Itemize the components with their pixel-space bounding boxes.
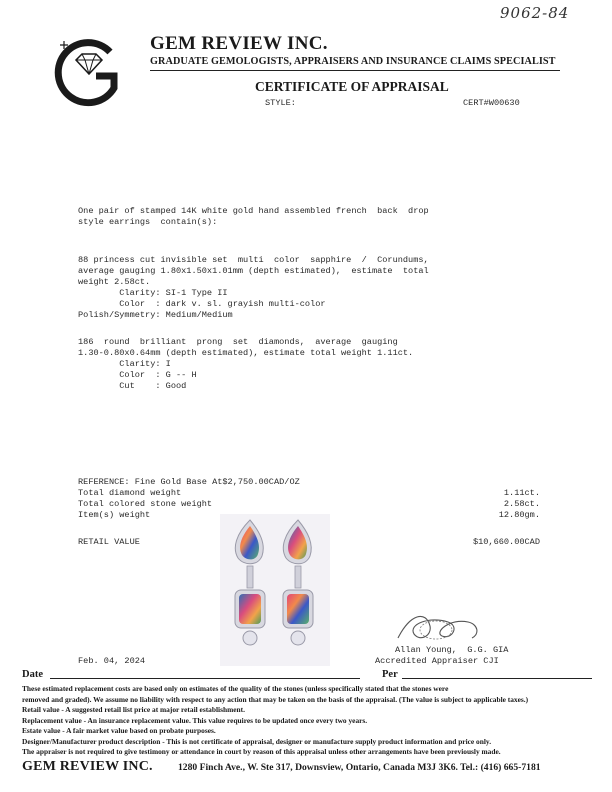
diamond-description: 186 round brilliant prong set diamonds, average gauging 1.30-0.80x0.64mm (depth estimated), estimate total weight 1.11ct. Clarity: I Color : G -- H Cut : Good (78, 337, 414, 391)
earrings-photo (220, 514, 330, 666)
disclaimer-line: Replacement value - An insurance replacement value. This value requires to be updated once every two years. (22, 715, 368, 725)
disclaimer-line: removed and graded). We assume no liability with respect to any action that may be taken on the basis of the appraisal. (The value is subject to applicable taxes.) (22, 694, 529, 704)
certificate-number: CERT#W00630 (463, 98, 520, 108)
item-description: One pair of stamped 14K white gold hand assembled french back drop style earrings contain(s): (78, 206, 429, 227)
retail-value-amount: $10,660.00CAD (472, 537, 540, 547)
header-divider (150, 70, 560, 71)
reference-values: 1.11ct. 2.58ct. 12.80gm. (498, 488, 540, 520)
company-tagline: GRADUATE GEMOLOGISTS, APPRAISERS AND INSURANCE CLAIMS SPECIALIST (150, 56, 556, 67)
handwritten-reference-number: 9062-84 (500, 4, 570, 22)
per-label: Per (382, 669, 398, 680)
disclaimer-line: Retail value - A suggested retail list price at major retail establishment. (22, 705, 245, 714)
date-line (50, 678, 360, 679)
appraiser-name: Allan Young, G.G. GIA (395, 645, 509, 655)
disclaimer-line: Estate value - A fair market value based on probate purposes. (22, 726, 216, 735)
certificate-title: CERTIFICATE OF APPRAISAL (255, 79, 449, 94)
disclaimer-line: The appraiser is not required to give testimony or attendance in court by reason of this appraisal unless other arrangements have been previously made. (22, 747, 501, 756)
footer-address: 1280 Finch Ave., W. Ste 317, Downsview, Ontario, Canada M3J 3K6. Tel.: (416) 665-7181 (178, 762, 541, 773)
retail-value-label: RETAIL VALUE (78, 537, 140, 547)
date-label: Date (22, 669, 43, 680)
sapphire-description: 88 princess cut invisible set multi color sapphire / Corundums, average gauging 1.80x1.50x1.01mm (depth estimated), estimate total weight 2.58ct. Clarity: SI-1 Type II Color : dark v. sl. grayish multi-color Polish/Symmetry: Medium/Medium (78, 255, 429, 320)
per-line (402, 678, 592, 679)
style-label: STYLE: (265, 98, 296, 108)
company-name: GEM REVIEW INC. (150, 33, 328, 54)
reference-labels: REFERENCE: Fine Gold Base At$2,750.00CAD/OZ Total diamond weight Total colored stone weight Item(s) weight (78, 477, 300, 520)
disclaimer-line: These estimated replacement costs are based only on estimates of the quality of the stones (unless specifically stated that the stones were (22, 684, 449, 693)
appraiser-title: Accredited Appraiser CJI (375, 656, 499, 666)
disclaimer-line: Designer/Manufacturer product description - This is not certificate of appraisal, designer or manufacture supply product information and price only. (22, 736, 492, 746)
footer-company-name: GEM REVIEW INC. (22, 759, 153, 774)
appraisal-date: Feb. 04, 2024 (78, 656, 146, 666)
signature-mark-icon (390, 608, 490, 648)
company-logo-icon (52, 36, 130, 114)
